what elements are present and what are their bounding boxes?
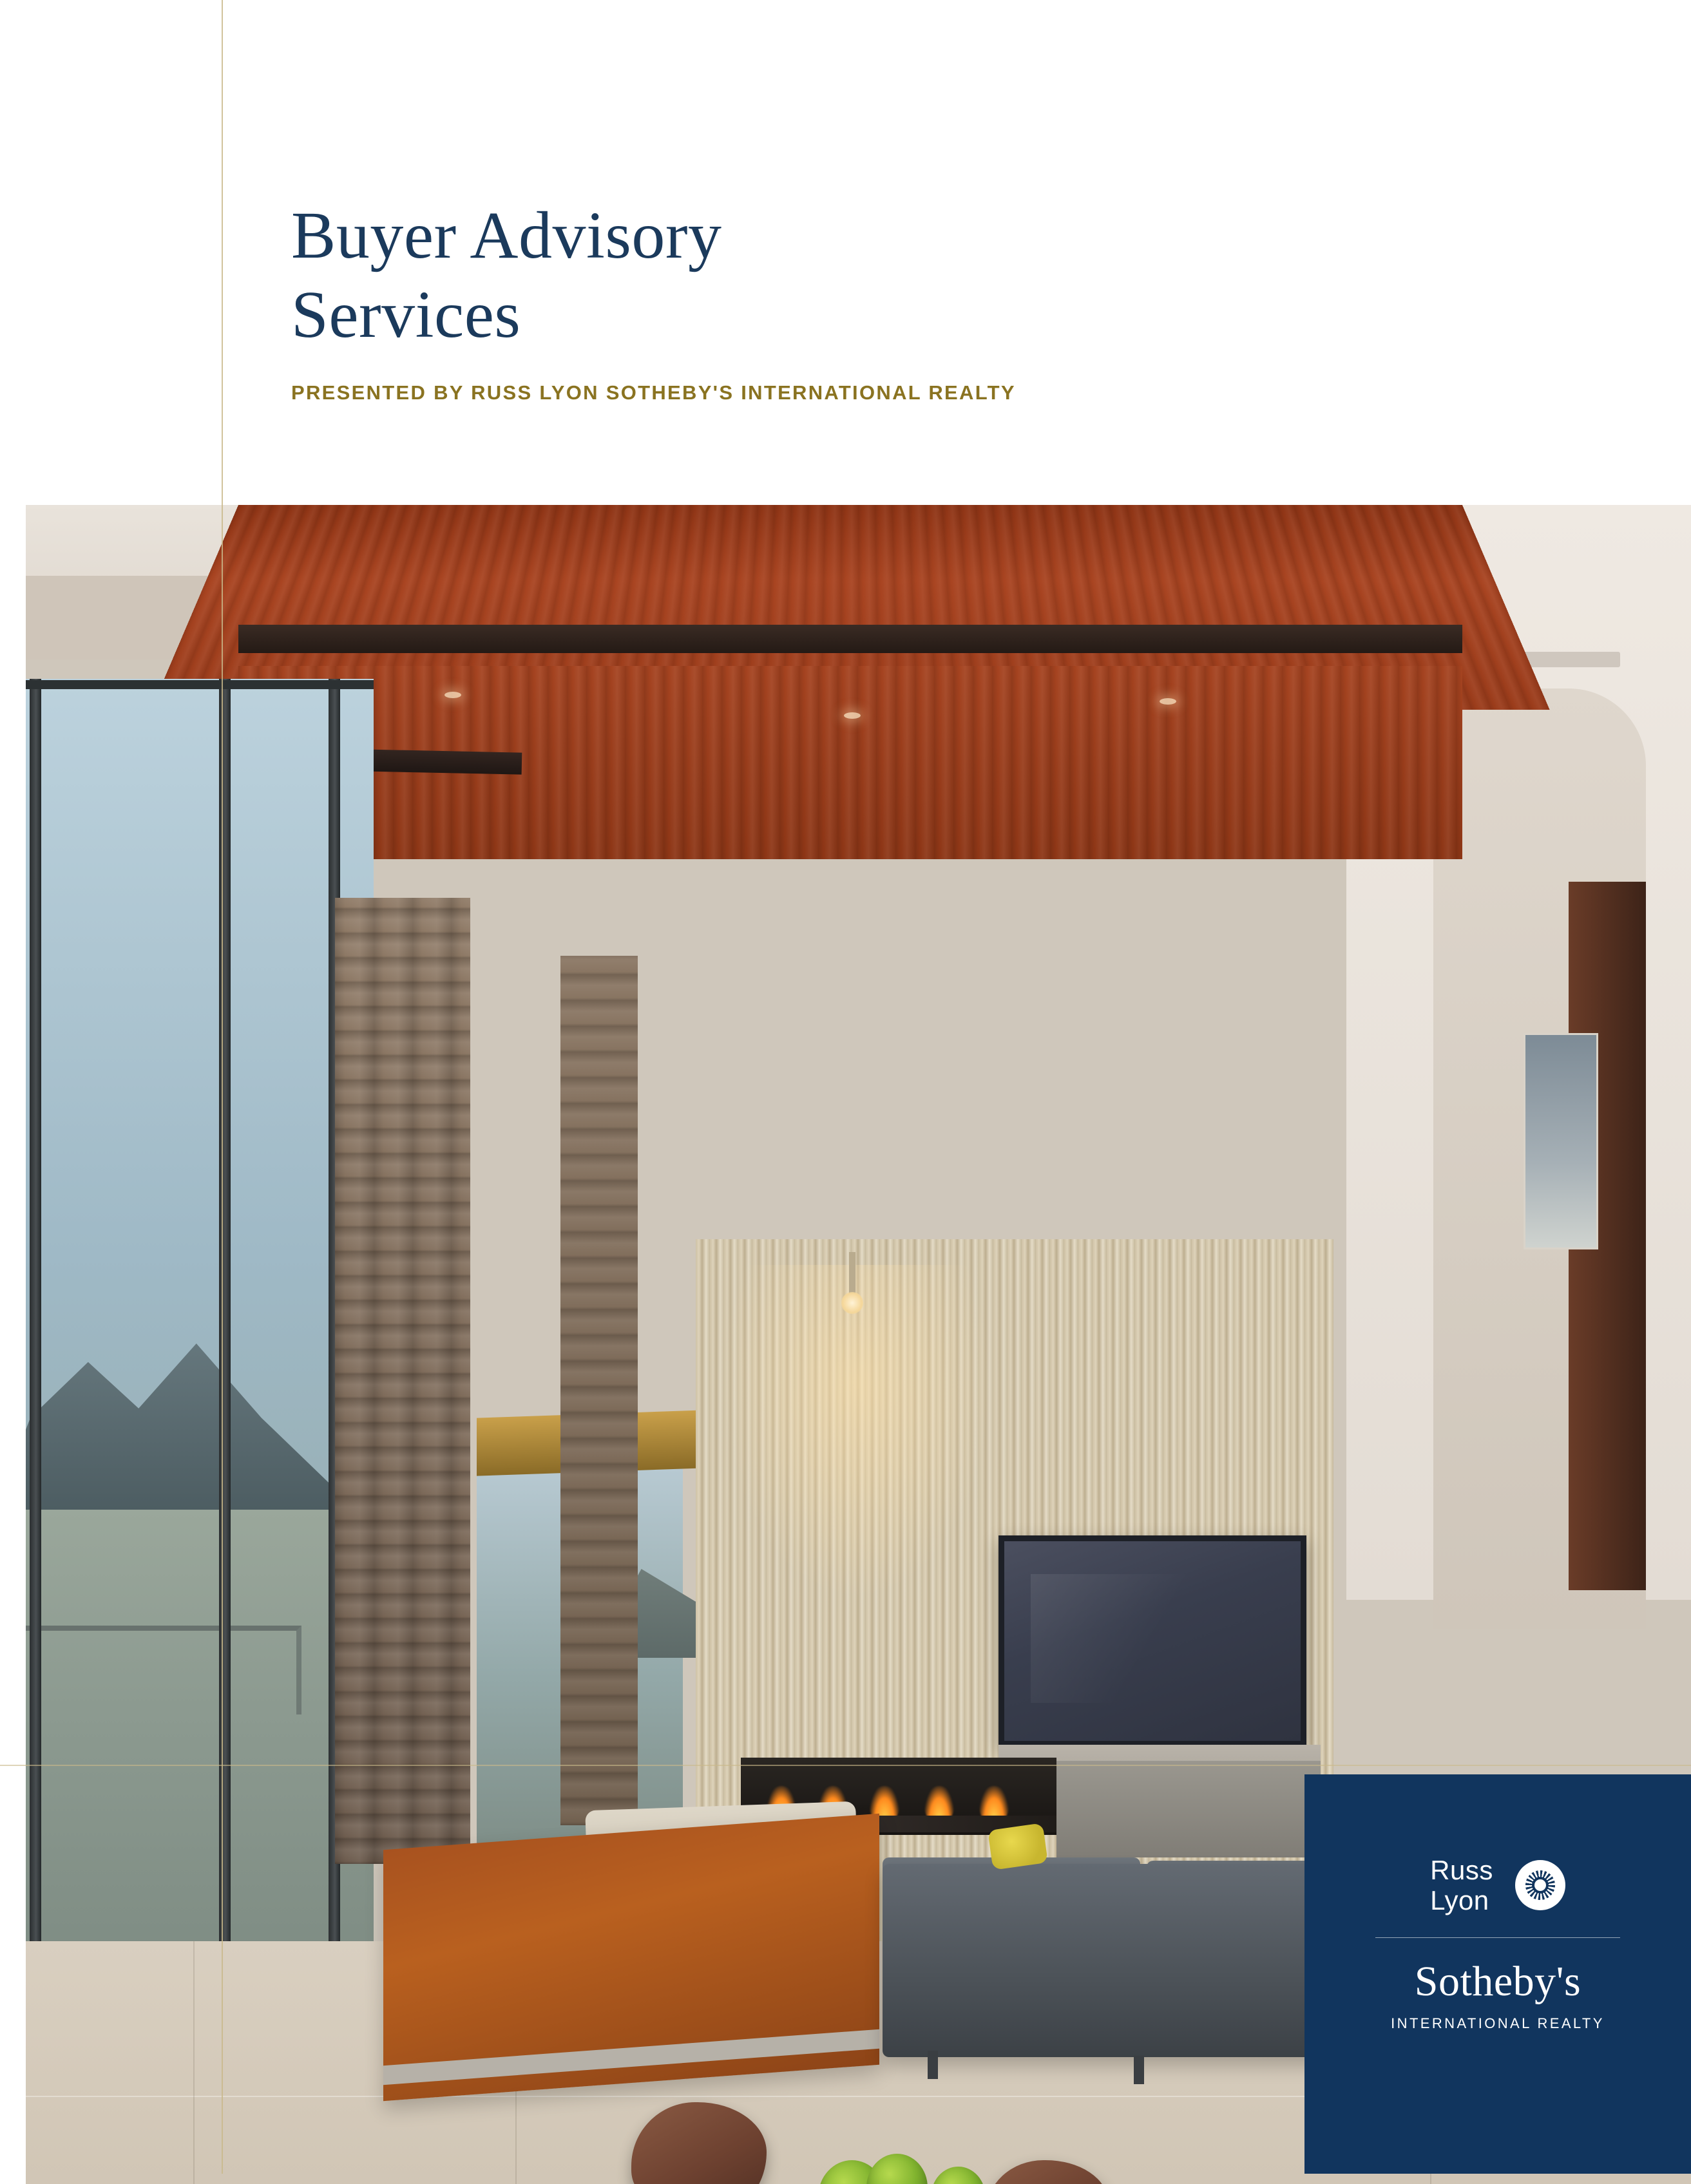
vertical-gold-rule (222, 0, 223, 2174)
barrel-cactus (931, 2167, 986, 2184)
brand-logo-inner (1375, 1855, 1620, 2032)
wall-artwork (1524, 1033, 1598, 1249)
title-block (291, 196, 1016, 404)
pendant-light (841, 1292, 863, 1314)
brand-name-sothebys: Sotheby's (1414, 1958, 1581, 2006)
ceiling-beam-main (238, 625, 1462, 653)
sofa-leg (1134, 2056, 1144, 2084)
page-title (291, 196, 1016, 354)
window-mullion (30, 679, 41, 1954)
television-reflection (1031, 1574, 1224, 1703)
accent-pillow (988, 1823, 1048, 1870)
terrace-railing (26, 1626, 301, 1714)
floor-grout-line (193, 1941, 195, 2184)
brand-name-russ-lyon (1430, 1855, 1493, 1915)
page-title-line-1: Buyer Advisory (291, 198, 722, 272)
pendant-cord (849, 1252, 855, 1297)
window-head-rail (26, 680, 374, 689)
cover-header (0, 0, 1691, 495)
barrel-cactus (866, 2154, 928, 2184)
cactus-cluster (754, 2154, 998, 2184)
recessed-light-icon (1160, 698, 1176, 705)
brand-logo-top-row (1375, 1855, 1620, 1915)
page-subtitle: PRESENTED BY RUSS LYON SOTHEBY'S INTERNATIONAL REALTY (291, 381, 1016, 404)
brand-logo-divider (1375, 1937, 1620, 1938)
brand-tagline: INTERNATIONAL REALTY (1391, 2015, 1605, 2032)
window-mullion (219, 679, 231, 1954)
exterior-terrace (26, 1510, 374, 1954)
feature-wall-glow (721, 1265, 992, 1600)
brand-name-line-1: Russ (1430, 1855, 1493, 1885)
brand-logo-block (1304, 1774, 1691, 2174)
horizontal-gold-rule (0, 1765, 1691, 1766)
sothebys-sunburst-icon (1515, 1860, 1565, 1910)
sofa-leg (928, 2051, 938, 2079)
recessed-light-icon (844, 712, 861, 719)
stone-column-secondary (560, 956, 638, 1825)
hearth-stone-panel (1056, 1761, 1321, 1857)
page-title-line-2: Services (291, 277, 521, 352)
recessed-light-icon (444, 692, 461, 698)
brand-name-line-2: Lyon (1430, 1885, 1489, 1916)
stone-column-primary (335, 898, 470, 1864)
